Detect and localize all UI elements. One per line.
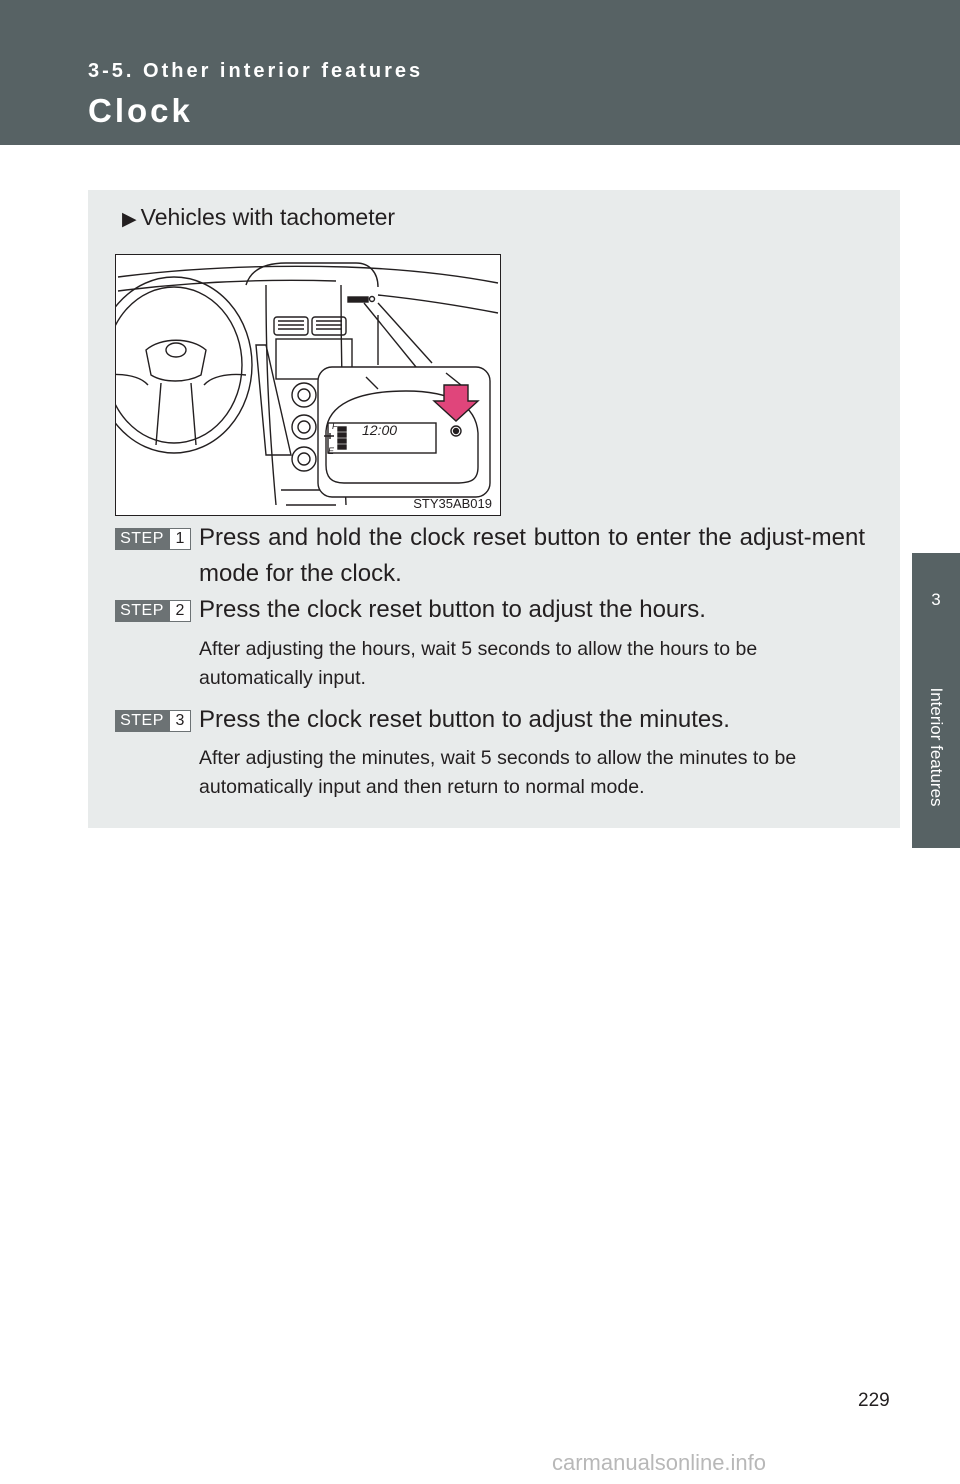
page-number: 229 xyxy=(858,1390,890,1411)
step-label: STEP xyxy=(115,600,169,622)
step-number: 2 xyxy=(169,600,191,622)
step-3-text: Press the clock reset button to adjust the minutes. xyxy=(199,706,730,733)
illustration-code: STY35AB019 xyxy=(413,496,492,511)
section-label: 3-5. Other interior features xyxy=(88,60,424,82)
step-1-text: Press and hold the clock reset button to enter the adjust-ment mode for the clock. xyxy=(199,524,865,587)
step-2-badge xyxy=(115,600,191,622)
chapter-number: 3 xyxy=(931,590,941,609)
step-label: STEP xyxy=(115,710,169,732)
step-2-text: Press the clock reset button to adjust the hours. xyxy=(199,596,706,623)
step-3-note: After adjusting the minutes, wait 5 seconds to allow the minutes to be automatically input and then return to normal mode. xyxy=(199,747,797,798)
page-title: Clock xyxy=(88,92,193,129)
step-2-note: After adjusting the hours, wait 5 seconds to allow the hours to be automatically input. xyxy=(199,638,758,689)
vehicle-note-text: Vehicles with tachometer xyxy=(140,204,396,230)
step-number: 1 xyxy=(169,528,191,550)
lcd-time-display: 12:00 xyxy=(362,422,398,438)
vehicle-note xyxy=(122,204,395,231)
dashboard-drawing xyxy=(116,255,500,515)
page-header xyxy=(0,0,960,145)
step-label: STEP xyxy=(115,528,169,550)
step-number: 3 xyxy=(169,710,191,732)
gauge-full-label: F xyxy=(332,421,338,431)
gauge-empty-label: E xyxy=(328,446,335,456)
watermark: carmanualsonline.info xyxy=(552,1450,767,1475)
dashboard-illustration xyxy=(115,254,501,516)
step-3-badge xyxy=(115,710,191,732)
step-1-badge xyxy=(115,528,191,550)
chapter-title: Interior features xyxy=(927,687,946,807)
triangle-bullet-icon: ▶ xyxy=(122,209,137,230)
